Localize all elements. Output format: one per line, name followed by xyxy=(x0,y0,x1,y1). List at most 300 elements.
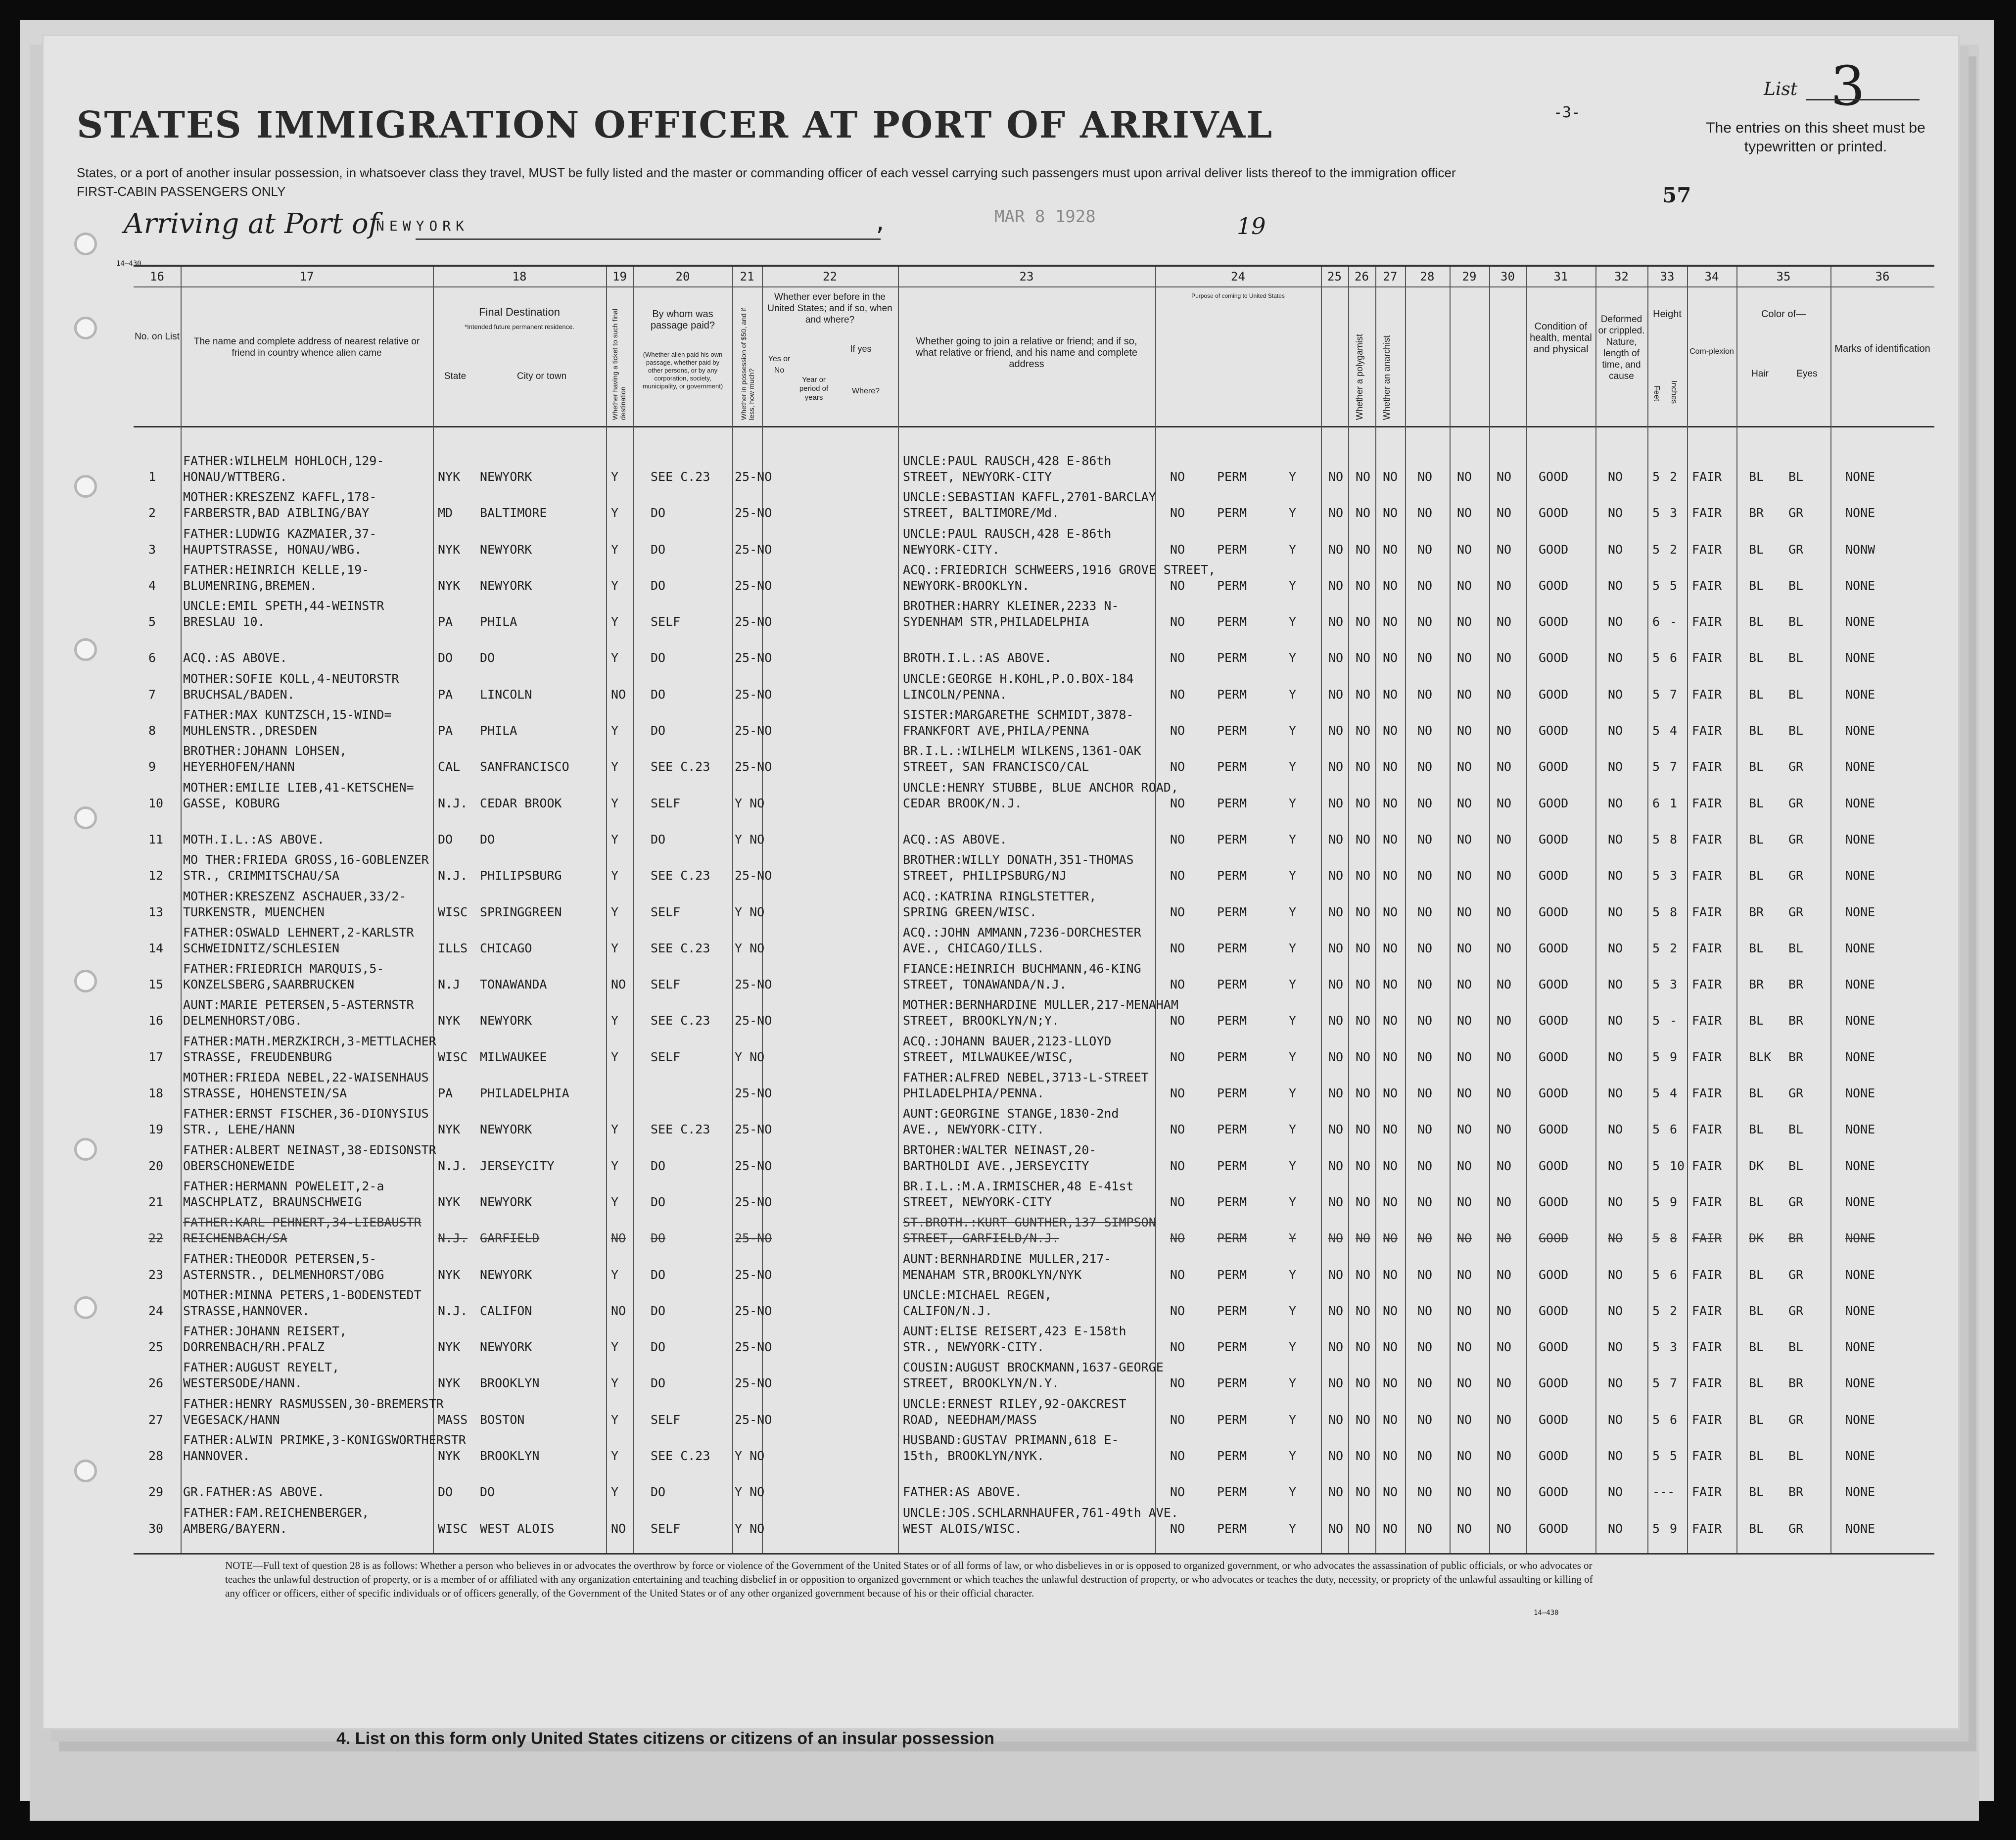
question-cell: NO xyxy=(1417,1122,1433,1137)
purpose-cell: PERM xyxy=(1217,542,1247,557)
destination-city: NEWYORK xyxy=(480,542,532,557)
passage-paid-cell: DO xyxy=(651,1194,666,1209)
hair-cell: DK xyxy=(1749,1231,1764,1246)
question-cell: NO xyxy=(1383,1013,1398,1028)
question-cell: NO xyxy=(1383,796,1398,810)
hair-cell: BL xyxy=(1749,614,1764,629)
height-inches-cell: 10 xyxy=(1670,1158,1685,1173)
question-cell: NO xyxy=(1383,941,1398,955)
destination-city: JERSEYCITY xyxy=(480,1158,555,1173)
question-cell: NO xyxy=(1383,1158,1398,1173)
relative-line: GR.FATHER:AS ABOVE. xyxy=(183,1485,325,1500)
question-cell: NO xyxy=(1328,1303,1344,1318)
height-inches-cell: 6 xyxy=(1670,1412,1678,1427)
joining-line: BROTHER:WILLY DONATH,351-THOMAS xyxy=(903,852,1134,867)
question-cell: NO xyxy=(1497,1122,1512,1137)
deformed-cell: NO xyxy=(1608,1521,1623,1536)
destination-state: MD xyxy=(438,506,453,520)
header-deformed: Deformed or crippled. Nature, length of time, and cause xyxy=(1598,314,1645,381)
row-number: 22 xyxy=(148,1231,164,1246)
row-number: 30 xyxy=(148,1521,164,1536)
complexion-cell: FAIR xyxy=(1692,470,1722,484)
height-feet-cell: 5 xyxy=(1652,868,1660,883)
purpose-cell: NO xyxy=(1170,759,1185,774)
purpose-cell: PERM xyxy=(1217,1267,1247,1282)
ticket-cell: Y xyxy=(611,578,619,593)
marks-cell: NONE xyxy=(1845,578,1875,593)
ticket-cell: Y xyxy=(611,1412,619,1427)
eyes-cell: BL xyxy=(1788,1449,1804,1463)
destination-city: DO xyxy=(480,1485,495,1500)
health-cell: GOOD xyxy=(1539,723,1569,738)
joining-line: AVE., NEWYORK-CITY. xyxy=(903,1122,1044,1137)
table-row xyxy=(134,631,1934,667)
money-cell: 25-NO xyxy=(735,470,772,484)
eyes-cell: BR xyxy=(1788,1485,1804,1500)
purpose-cell: NO xyxy=(1170,1267,1185,1282)
question-cell: NO xyxy=(1497,1449,1512,1463)
relative-line: GASSE, KOBURG xyxy=(183,796,280,810)
money-cell: 25-NO xyxy=(735,1194,772,1209)
question-cell: NO xyxy=(1457,723,1472,738)
question-cell: NO xyxy=(1497,687,1512,702)
complexion-cell: FAIR xyxy=(1692,542,1722,557)
height-inches-cell: 3 xyxy=(1670,977,1678,992)
passage-paid-cell: SEE C.23 xyxy=(651,470,710,484)
passage-paid-cell: SELF xyxy=(651,904,681,919)
deformed-cell: NO xyxy=(1608,614,1623,629)
page-title: STATES IMMIGRATION OFFICER AT PORT OF ARRIVAL xyxy=(77,104,1273,146)
deformed-cell: NO xyxy=(1608,723,1623,738)
row-number: 20 xyxy=(148,1158,164,1173)
deformed-cell: NO xyxy=(1608,578,1623,593)
table-row xyxy=(134,1284,1934,1320)
purpose-cell: Y xyxy=(1289,1267,1297,1282)
height-feet-cell: 5 xyxy=(1652,1158,1660,1173)
question-cell: NO xyxy=(1383,578,1398,593)
destination-city: CHICAGO xyxy=(480,941,532,955)
purpose-cell: PERM xyxy=(1217,904,1247,919)
joining-line: CEDAR BROOK/N.J. xyxy=(903,796,1022,810)
deformed-cell: NO xyxy=(1608,687,1623,702)
question-cell: NO xyxy=(1457,651,1472,665)
question-cell: NO xyxy=(1328,1194,1344,1209)
question-cell: NO xyxy=(1457,1013,1472,1028)
joining-line: FRANKFORT AVE,PHILA/PENNA xyxy=(903,723,1089,738)
question-cell: NO xyxy=(1383,904,1398,919)
question-cell: NO xyxy=(1497,1267,1512,1282)
money-cell: Y NO xyxy=(735,1049,765,1064)
header-joining: Whether going to join a relative or friend; and if so, what relative or friend, and his name and complete address xyxy=(915,336,1138,370)
joining-line: UNCLE:JOS.SCHLARNHAUFER,761-49th AVE. xyxy=(903,1505,1178,1520)
binder-hole xyxy=(74,970,97,992)
purpose-cell: NO xyxy=(1170,868,1185,883)
relative-line: MASCHPLATZ, BRAUNSCHWEIG xyxy=(183,1194,362,1209)
health-cell: GOOD xyxy=(1539,1122,1569,1137)
health-cell: GOOD xyxy=(1539,941,1569,955)
relative-line: BRESLAU 10. xyxy=(183,614,265,629)
joining-line: STR., NEWYORK-CITY. xyxy=(903,1340,1044,1355)
header-height: Height xyxy=(1653,309,1682,320)
relative-line: STRASSE,HANNOVER. xyxy=(183,1303,310,1318)
question-cell: NO xyxy=(1417,1049,1433,1064)
purpose-cell: PERM xyxy=(1217,1013,1247,1028)
relative-line: FATHER:LUDWIG KAZMAIER,37- xyxy=(183,526,377,541)
hair-cell: BL xyxy=(1749,1086,1764,1101)
header-state: State xyxy=(444,371,467,381)
marks-cell: NONE xyxy=(1845,506,1875,520)
joining-line: AUNT:GEORGINE STANGE,1830-2nd xyxy=(903,1106,1119,1121)
marks-cell: NONE xyxy=(1845,1158,1875,1173)
row-number: 7 xyxy=(148,687,156,702)
ticket-cell: Y xyxy=(611,723,619,738)
header-year-period: Year or period of years xyxy=(799,376,829,402)
joining-line: 15th, BROOKLYN/NYK. xyxy=(903,1449,1044,1463)
height-feet-cell: 5 xyxy=(1652,1303,1660,1318)
money-cell: Y NO xyxy=(735,796,765,810)
question-cell: NO xyxy=(1497,578,1512,593)
destination-state: DO xyxy=(438,1485,453,1500)
height-inches-cell: 8 xyxy=(1670,904,1678,919)
destination-state: NYK xyxy=(438,1449,461,1463)
question-cell: NO xyxy=(1497,868,1512,883)
purpose-cell: PERM xyxy=(1217,1122,1247,1137)
row-number: 29 xyxy=(148,1485,164,1500)
marks-cell: NONE xyxy=(1845,1449,1875,1463)
relative-line: MO THER:FRIEDA GROSS,16-GOBLENZER xyxy=(183,852,429,867)
purpose-cell: NO xyxy=(1170,1086,1185,1101)
money-cell: 25-NO xyxy=(735,614,772,629)
hair-cell: BL xyxy=(1749,1013,1764,1028)
purpose-cell: Y xyxy=(1289,1449,1297,1463)
question-cell: NO xyxy=(1383,614,1398,629)
purpose-cell: Y xyxy=(1289,1013,1297,1028)
question-cell: NO xyxy=(1356,506,1371,520)
ticket-cell: Y xyxy=(611,470,619,484)
money-cell: 25-NO xyxy=(735,542,772,557)
question-cell: NO xyxy=(1328,1485,1344,1500)
money-cell: 25-NO xyxy=(735,1122,772,1137)
height-feet-cell: 6 xyxy=(1652,614,1660,629)
height-inches-cell: 6 xyxy=(1670,1122,1678,1137)
complexion-cell: FAIR xyxy=(1692,759,1722,774)
hair-cell: BL xyxy=(1749,1485,1764,1500)
purpose-cell: Y xyxy=(1289,1485,1297,1500)
purpose-cell: NO xyxy=(1170,1412,1185,1427)
destination-state: WISC xyxy=(438,904,468,919)
table-row xyxy=(134,993,1934,1030)
hair-cell: BR xyxy=(1749,977,1764,992)
question-cell: NO xyxy=(1328,1122,1344,1137)
table-row xyxy=(134,1066,1934,1102)
row-number: 10 xyxy=(148,796,164,810)
marks-cell: NONE xyxy=(1845,977,1875,992)
money-cell: 25-NO xyxy=(735,868,772,883)
question-cell: NO xyxy=(1328,832,1344,847)
purpose-cell: PERM xyxy=(1217,1086,1247,1101)
purpose-cell: PERM xyxy=(1217,723,1247,738)
destination-state: PA xyxy=(438,1086,453,1101)
eyes-cell: GR xyxy=(1788,1521,1804,1536)
destination-city: PHILADELPHIA xyxy=(480,1086,569,1101)
manifest-table xyxy=(134,265,1934,1555)
header-complexion: Com-plexion xyxy=(1689,347,1734,356)
question-cell: NO xyxy=(1417,723,1433,738)
relative-line: REICHENBACH/SA xyxy=(183,1231,287,1246)
deformed-cell: NO xyxy=(1608,1086,1623,1101)
money-cell: 25-NO xyxy=(735,1267,772,1282)
purpose-cell: PERM xyxy=(1217,832,1247,847)
question-cell: NO xyxy=(1356,1049,1371,1064)
purpose-cell: NO xyxy=(1170,1303,1185,1318)
question-cell: NO xyxy=(1328,1086,1344,1101)
height-inches-cell: 2 xyxy=(1670,542,1678,557)
destination-city: SPRINGGREEN xyxy=(480,904,562,919)
relative-line: HEYERHOFEN/HANN xyxy=(183,759,295,774)
question-cell: NO xyxy=(1497,651,1512,665)
question-cell: NO xyxy=(1497,832,1512,847)
passage-paid-cell: SELF xyxy=(651,796,681,810)
joining-line: ACQ.:JOHANN BAUER,2123-LLOYD xyxy=(903,1034,1112,1048)
purpose-cell: NO xyxy=(1170,1521,1185,1536)
relative-line: FATHER:HENRY RASMUSSEN,30-BREMERSTR xyxy=(183,1396,444,1411)
question-cell: NO xyxy=(1497,1412,1512,1427)
relative-line: TURKENSTR, MUENCHEN xyxy=(183,904,325,919)
binder-hole xyxy=(74,638,97,661)
passage-paid-cell: DO xyxy=(651,832,666,847)
question-cell: NO xyxy=(1383,470,1398,484)
money-cell: 25-NO xyxy=(735,1231,772,1246)
question-cell: NO xyxy=(1383,1376,1398,1391)
question-cell: NO xyxy=(1356,651,1371,665)
money-cell: Y NO xyxy=(735,1521,765,1536)
purpose-cell: Y xyxy=(1289,941,1297,955)
arriving-label: Arriving at Port of xyxy=(124,208,379,240)
eyes-cell: BR xyxy=(1788,1049,1804,1064)
relative-line: AUNT:MARIE PETERSEN,5-ASTERNSTR xyxy=(183,997,414,1012)
purpose-cell: NO xyxy=(1170,470,1185,484)
question-cell: NO xyxy=(1356,470,1371,484)
health-cell: GOOD xyxy=(1539,578,1569,593)
eyes-cell: GR xyxy=(1788,506,1804,520)
joining-line: FATHER:AS ABOVE. xyxy=(903,1485,1022,1500)
table-row xyxy=(134,740,1934,776)
height-feet-cell: 6 xyxy=(1652,796,1660,810)
destination-state: WISC xyxy=(438,1521,468,1536)
purpose-cell: PERM xyxy=(1217,1376,1247,1391)
deformed-cell: NO xyxy=(1608,1049,1623,1064)
question-cell: NO xyxy=(1383,1231,1398,1246)
footer-form-number: 14—430 xyxy=(1534,1609,1559,1617)
destination-city: PHILA xyxy=(480,614,517,629)
row-number: 8 xyxy=(148,723,156,738)
table-row xyxy=(134,1102,1934,1138)
row-number: 23 xyxy=(148,1267,164,1282)
money-cell: Y NO xyxy=(735,1485,765,1500)
purpose-cell: NO xyxy=(1170,542,1185,557)
question-cell: NO xyxy=(1328,1376,1344,1391)
question-cell: NO xyxy=(1356,1158,1371,1173)
intro-line: States, or a port of another insular possession, in whatsoever class they travel, MUST be fully listed and the master or commanding officer of each vessel carrying such passengers must upon arrival deliver lists thereof to the immigration officer xyxy=(77,165,1456,180)
health-cell: GOOD xyxy=(1539,470,1569,484)
passage-paid-cell: SELF xyxy=(651,1521,681,1536)
question-cell: NO xyxy=(1497,1194,1512,1209)
header-yes-no: Yes or No xyxy=(768,355,791,375)
question-cell: NO xyxy=(1457,614,1472,629)
marks-cell: NONE xyxy=(1845,1267,1875,1282)
purpose-cell: PERM xyxy=(1217,687,1247,702)
destination-city: LINCOLN xyxy=(480,687,532,702)
header-anarchist: Whether an anarchist xyxy=(1382,335,1392,420)
relative-line: FATHER:FAM.REICHENBERGER, xyxy=(183,1505,370,1520)
purpose-cell: PERM xyxy=(1217,506,1247,520)
height-inches-cell: 2 xyxy=(1670,1303,1678,1318)
health-cell: GOOD xyxy=(1539,1231,1569,1246)
hair-cell: BL xyxy=(1749,542,1764,557)
question-cell: NO xyxy=(1356,1485,1371,1500)
destination-state: N.J. xyxy=(438,796,468,810)
joining-line: BROTHER:HARRY KLEINER,2233 N- xyxy=(903,599,1119,613)
health-cell: GOOD xyxy=(1539,1013,1569,1028)
relative-line: FATHER:AUGUST REYELT, xyxy=(183,1360,340,1375)
question-cell: NO xyxy=(1497,1340,1512,1355)
eyes-cell: BL xyxy=(1788,578,1804,593)
destination-state: NYK xyxy=(438,578,461,593)
hair-cell: BL xyxy=(1749,941,1764,955)
table-row xyxy=(134,522,1934,559)
row-number: 17 xyxy=(148,1049,164,1064)
deformed-cell: NO xyxy=(1608,506,1623,520)
joining-line: STREET, TONAWANDA/N.J. xyxy=(903,977,1067,992)
deformed-cell: NO xyxy=(1608,1376,1623,1391)
purpose-cell: PERM xyxy=(1217,759,1247,774)
money-cell: 25-NO xyxy=(735,977,772,992)
col-number: 21 xyxy=(740,270,754,283)
question-cell: NO xyxy=(1457,542,1472,557)
table-row xyxy=(134,667,1934,704)
marks-cell: NONE xyxy=(1845,1122,1875,1137)
question-cell: NO xyxy=(1356,796,1371,810)
relative-line: UNCLE:EMIL SPETH,44-WEINSTR xyxy=(183,599,384,613)
money-cell: 25-NO xyxy=(735,1376,772,1391)
table-row xyxy=(134,921,1934,957)
passage-paid-cell: SEE C.23 xyxy=(651,941,710,955)
binder-hole xyxy=(74,1460,97,1482)
destination-state: MASS xyxy=(438,1412,468,1427)
ticket-cell: Y xyxy=(611,941,619,955)
relative-line: MOTHER:SOFIE KOLL,4-NEUTORSTR xyxy=(183,671,399,686)
joining-line: ACQ.:FRIEDRICH SCHWEERS,1916 GROVE STREET, xyxy=(903,562,1216,577)
table-row xyxy=(134,885,1934,921)
passage-paid-cell: DO xyxy=(651,1376,666,1391)
question-cell: NO xyxy=(1328,651,1344,665)
question-cell: NO xyxy=(1356,542,1371,557)
joining-line: STREET, BROOKLYN/N;Y. xyxy=(903,1013,1060,1028)
complexion-cell: FAIR xyxy=(1692,1158,1722,1173)
relative-line: STR., CRIMMITSCHAU/SA xyxy=(183,868,340,883)
marks-cell: NONE xyxy=(1845,651,1875,665)
marks-cell: NONE xyxy=(1845,941,1875,955)
deformed-cell: NO xyxy=(1608,977,1623,992)
row-number: 1 xyxy=(148,470,156,484)
marks-cell: NONE xyxy=(1845,796,1875,810)
question-cell: NO xyxy=(1356,723,1371,738)
health-cell: GOOD xyxy=(1539,1449,1569,1463)
header-money: Whether in possession of $50, and if less, how much? xyxy=(740,308,755,420)
destination-city: NEWYORK xyxy=(480,1013,532,1028)
height-inches-cell: - xyxy=(1670,614,1678,629)
marks-cell: NONE xyxy=(1845,1485,1875,1500)
question-cell: NO xyxy=(1457,1485,1472,1500)
deformed-cell: NO xyxy=(1608,941,1623,955)
complexion-cell: FAIR xyxy=(1692,1521,1722,1536)
ticket-cell: Y xyxy=(611,1267,619,1282)
table-row xyxy=(134,1465,1934,1501)
money-cell: 25-NO xyxy=(735,723,772,738)
manifest-rows xyxy=(134,450,1934,1538)
purpose-cell: Y xyxy=(1289,542,1297,557)
hair-cell: BL xyxy=(1749,1303,1764,1318)
marks-cell: NONE xyxy=(1845,1194,1875,1209)
question-cell: NO xyxy=(1417,578,1433,593)
purpose-cell: Y xyxy=(1289,470,1297,484)
question-cell: NO xyxy=(1417,1267,1433,1282)
height-inches-cell: 9 xyxy=(1670,1521,1678,1536)
hair-cell: BL xyxy=(1749,651,1764,665)
deformed-cell: NO xyxy=(1608,1158,1623,1173)
header-ticket: Whether having a ticket to such final destination xyxy=(611,309,627,420)
joining-line: BR.I.L.:M.A.IRMISCHER,48 E-41st xyxy=(903,1179,1134,1193)
relative-line: BROTHER:JOHANN LOHSEN, xyxy=(183,744,347,758)
question-cell: NO xyxy=(1383,651,1398,665)
col-number: 28 xyxy=(1420,270,1435,283)
eyes-cell: BL xyxy=(1788,651,1804,665)
relative-line: BLUMENRING,BREMEN. xyxy=(183,578,317,593)
purpose-cell: NO xyxy=(1170,1376,1185,1391)
deformed-cell: NO xyxy=(1608,796,1623,810)
height-inches-cell: 7 xyxy=(1670,759,1678,774)
question-cell: NO xyxy=(1356,1412,1371,1427)
table-row xyxy=(134,812,1934,849)
health-cell: GOOD xyxy=(1539,1267,1569,1282)
relative-line: KONZELSBERG,SAARBRUCKEN xyxy=(183,977,355,992)
ticket-cell: Y xyxy=(611,1376,619,1391)
hair-cell: BL xyxy=(1749,1449,1764,1463)
purpose-cell: NO xyxy=(1170,1013,1185,1028)
destination-state: DO xyxy=(438,832,453,847)
header-before-us: Whether ever before in the United States; and if so, when and where? xyxy=(767,292,892,325)
relative-line: FATHER:MATH.MERZKIRCH,3-METTLACHER xyxy=(183,1034,436,1048)
eyes-cell: GR xyxy=(1788,868,1804,883)
health-cell: GOOD xyxy=(1539,796,1569,810)
height-feet-cell: 5 xyxy=(1652,542,1660,557)
purpose-cell: PERM xyxy=(1217,614,1247,629)
eyes-cell: GR xyxy=(1788,759,1804,774)
joining-line: SISTER:MARGARETHE SCHMIDT,3878- xyxy=(903,708,1134,722)
hair-cell: BL xyxy=(1749,1412,1764,1427)
question-cell: NO xyxy=(1356,904,1371,919)
relative-line: STRASSE, HOHENSTEIN/SA xyxy=(183,1086,347,1101)
health-cell: GOOD xyxy=(1539,1194,1569,1209)
purpose-cell: Y xyxy=(1289,759,1297,774)
question-cell: NO xyxy=(1356,1013,1371,1028)
destination-state: DO xyxy=(438,651,453,665)
question-cell: NO xyxy=(1457,904,1472,919)
question-cell: NO xyxy=(1383,1449,1398,1463)
table-row xyxy=(134,450,1934,486)
complexion-cell: FAIR xyxy=(1692,1267,1722,1282)
question-cell: NO xyxy=(1383,506,1398,520)
